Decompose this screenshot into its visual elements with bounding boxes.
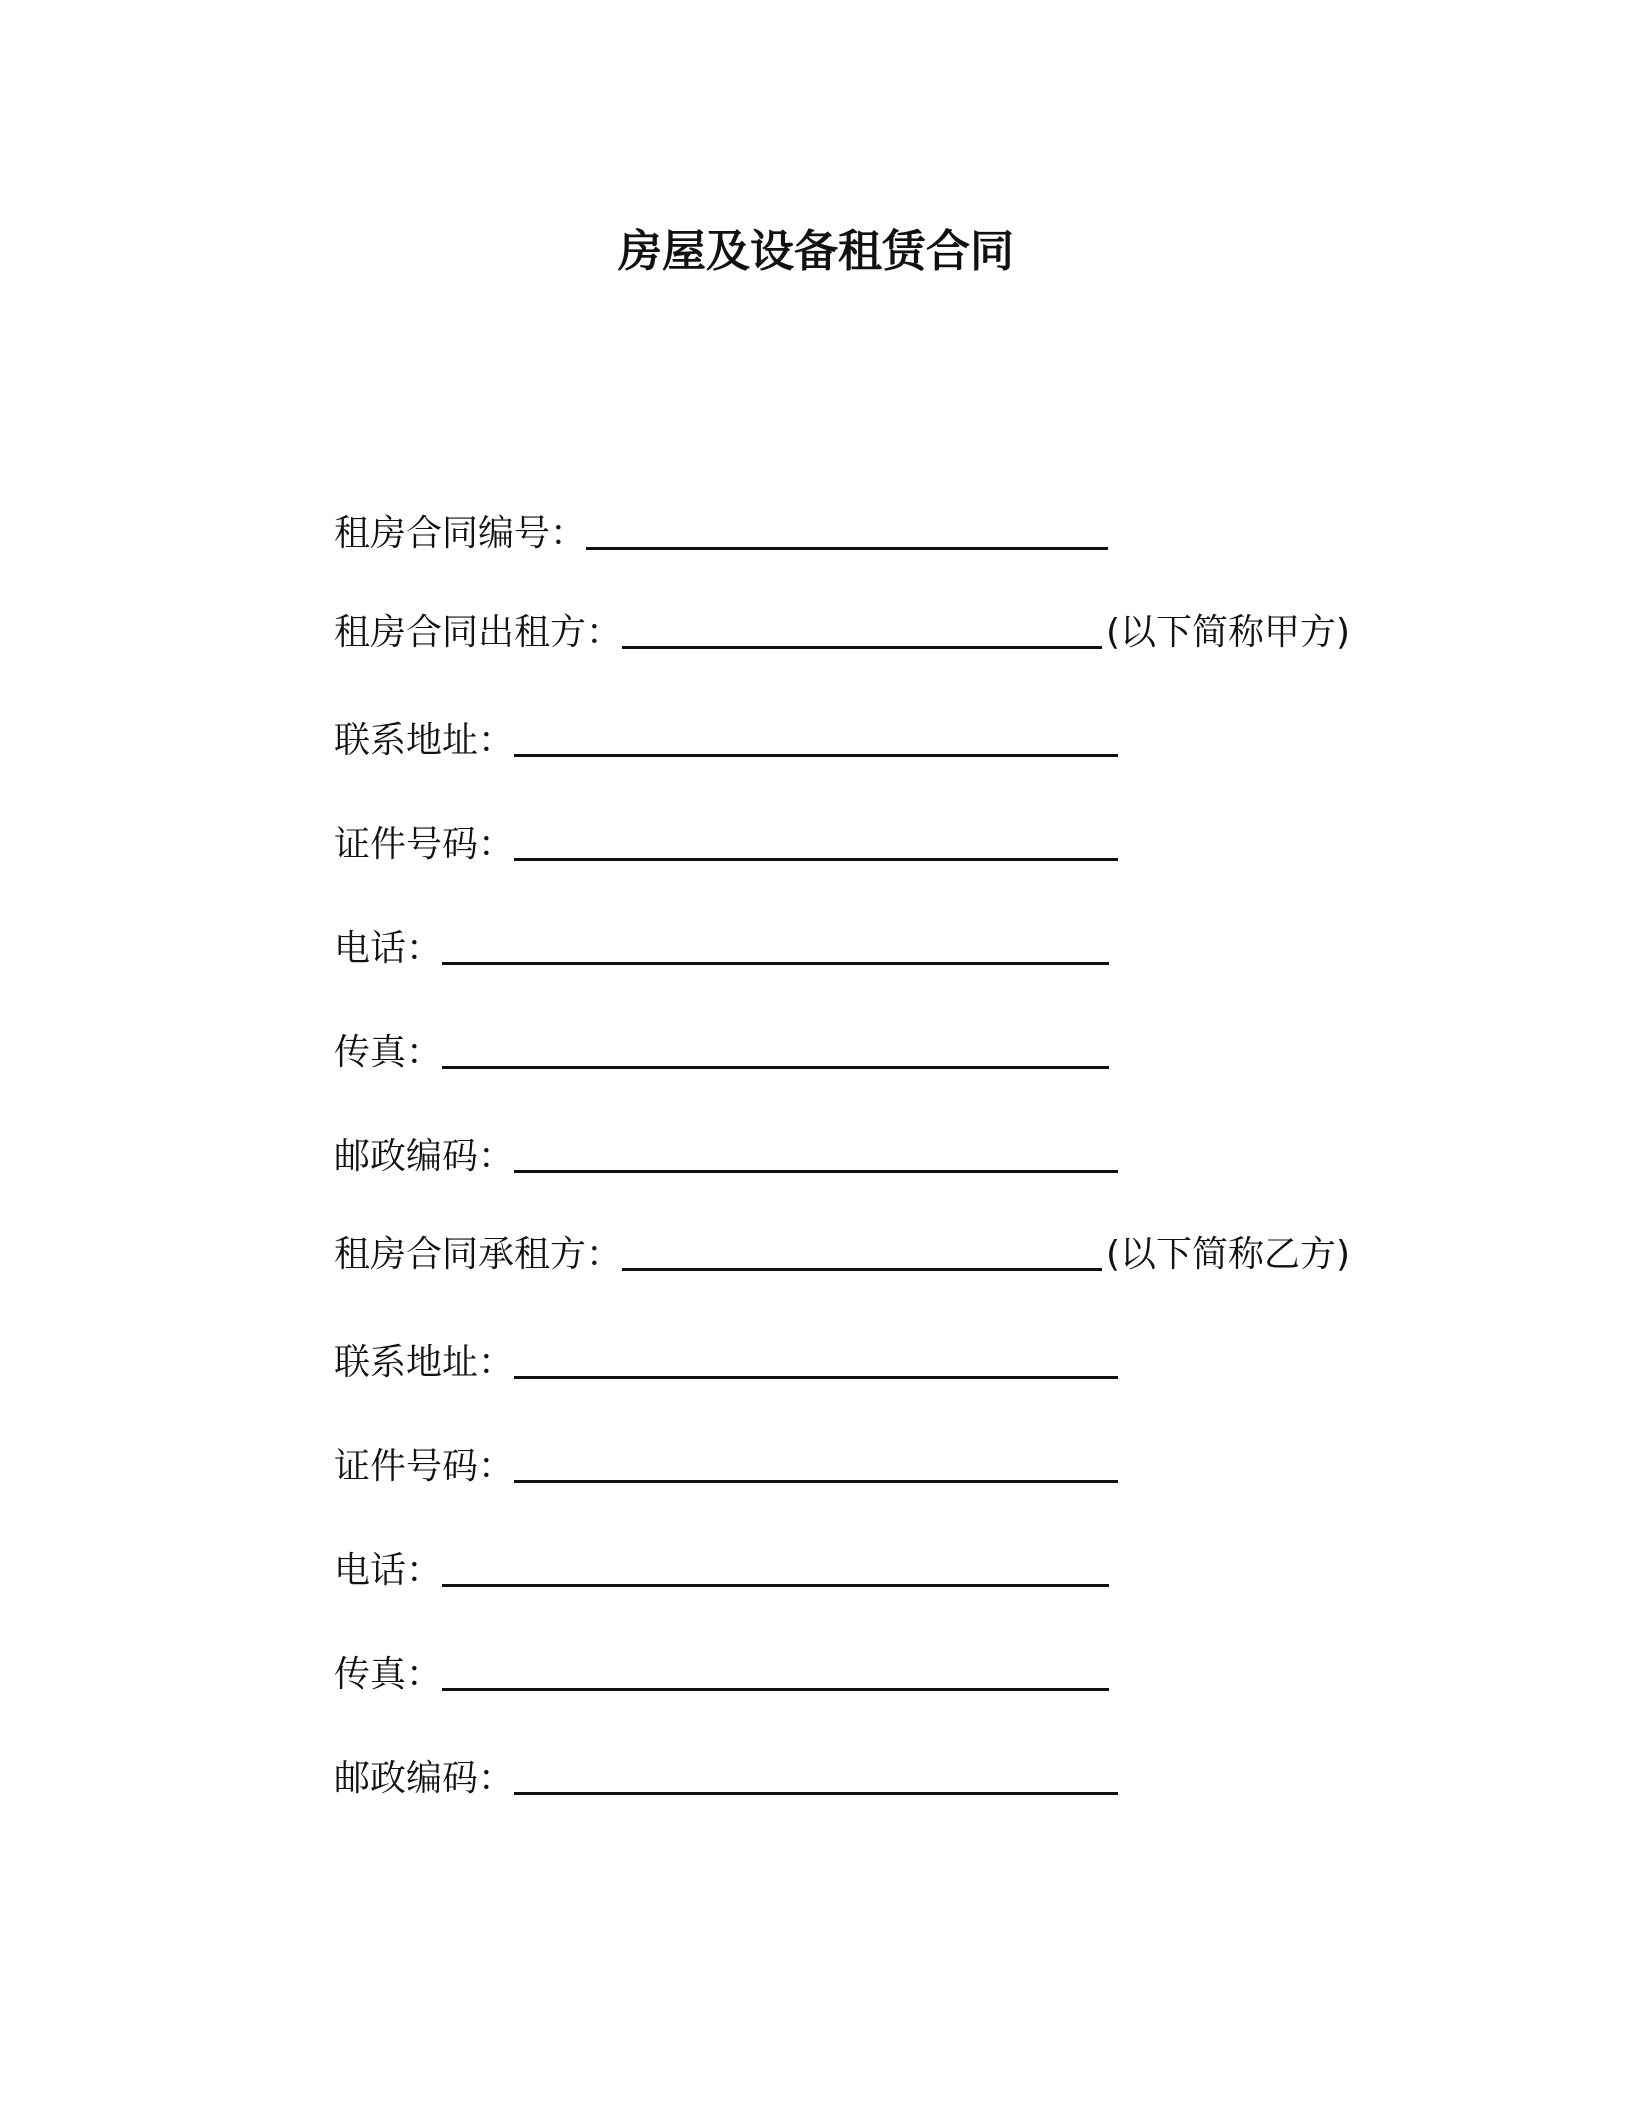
- lessee-postcode-row: [334, 1743, 1118, 1799]
- lessee-id-label: 证件号码：: [334, 1446, 515, 1487]
- lessee-fax-row: [334, 1639, 1109, 1695]
- lessor-blank[interactable]: [622, 618, 1102, 649]
- lessor-id-blank[interactable]: [514, 830, 1118, 861]
- lessee-postcode-blank[interactable]: [514, 1764, 1118, 1795]
- lessor-phone-row: [334, 913, 1109, 969]
- lessee-fax-blank[interactable]: [442, 1660, 1109, 1691]
- lessor-id-row: [334, 809, 1118, 865]
- lessee-address-blank[interactable]: [514, 1348, 1118, 1379]
- lessor-phone-label: 电话：: [334, 928, 443, 969]
- lessee-address-row: [334, 1327, 1118, 1383]
- lessor-label: 租房合同出租方：: [334, 612, 623, 653]
- lessor-fax-blank[interactable]: [442, 1038, 1109, 1069]
- lessee-phone-label: 电话：: [334, 1550, 443, 1591]
- lessee-id-row: [334, 1431, 1118, 1487]
- lessee-id-blank[interactable]: [514, 1452, 1118, 1483]
- lessee-label: 租房合同承租方：: [334, 1234, 623, 1275]
- lessee-phone-blank[interactable]: [442, 1556, 1109, 1587]
- contract-number-label: 租房合同编号：: [334, 513, 587, 554]
- lessor-postcode-row: [334, 1121, 1118, 1177]
- lessor-fax-label: 传真：: [334, 1032, 443, 1073]
- contract-number-row: [334, 498, 1108, 554]
- lessee-address-label: 联系地址：: [334, 1342, 515, 1383]
- lessor-phone-blank[interactable]: [442, 934, 1109, 965]
- lessor-address-label: 联系地址：: [334, 720, 515, 761]
- lessor-row: [334, 597, 1350, 653]
- lessor-id-label: 证件号码：: [334, 824, 515, 865]
- lessor-address-blank[interactable]: [514, 726, 1118, 757]
- lessee-postcode-label: 邮政编码：: [334, 1758, 515, 1799]
- document-title: 房屋及设备租赁合同: [618, 226, 1014, 277]
- lessee-blank[interactable]: [622, 1240, 1102, 1271]
- lessor-address-row: [334, 705, 1118, 761]
- lessee-suffix: (以下简称乙方): [1106, 1234, 1351, 1275]
- lessor-postcode-blank[interactable]: [514, 1142, 1118, 1173]
- lessee-fax-label: 传真：: [334, 1654, 443, 1695]
- lessor-suffix: (以下简称甲方): [1106, 612, 1351, 653]
- lessee-phone-row: [334, 1535, 1109, 1591]
- contract-number-blank[interactable]: [586, 519, 1108, 550]
- lessee-row: [334, 1219, 1350, 1275]
- lessor-postcode-label: 邮政编码：: [334, 1136, 515, 1177]
- lessor-fax-row: [334, 1017, 1109, 1073]
